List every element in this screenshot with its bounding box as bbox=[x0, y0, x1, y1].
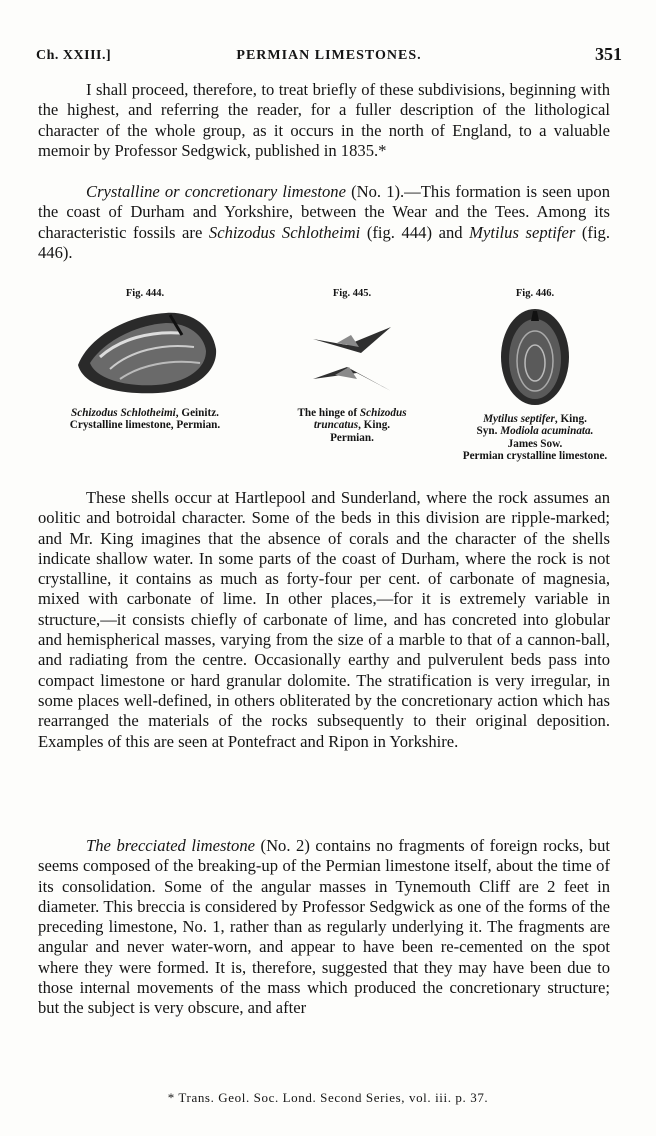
caption-syn-prefix: Syn. bbox=[476, 425, 501, 438]
figure-caption bbox=[460, 413, 610, 426]
crystalline-text: (No. 1).—This formation is seen upon the coast of Durham and Yorkshire, between the Wear and the Tees. Among its characteristic fossils are bbox=[38, 182, 610, 242]
intro-paragraph: I shall proceed, therefore, to treat briefly of these subdivisions, beginning with the highest, and referring the reader, for a fuller description of the lithological character of the whole group, as it occurs in the north of England, to a valuable memoir by Professor Sedgwick, published in 1835.* bbox=[38, 80, 610, 160]
fossil-mytilus: Mytilus septifer bbox=[469, 222, 576, 242]
crystalline-paragraph bbox=[38, 182, 610, 263]
figure-label: Fig. 446. bbox=[515, 288, 555, 299]
figure-label: Fig. 445. bbox=[332, 288, 372, 299]
crystalline-end: (fig. 446). bbox=[38, 222, 611, 262]
mytilus-shell-illustration bbox=[497, 305, 573, 407]
figure-445 bbox=[282, 288, 422, 444]
caption-author: , King. bbox=[358, 419, 391, 432]
caption-author: , King. bbox=[554, 412, 587, 425]
figure-446 bbox=[460, 288, 610, 463]
figure-label: Fig. 444. bbox=[125, 288, 165, 299]
body-paragraph: These shells occur at Hartlepool and Sunderland, where the rock assumes an oolitic and botroidal character. Some of the beds in this division are ripple-marked; and Mr. King imagines that the absence of corals and the character of the shells indicate shallow water. In some parts of the coast of Durham, where the rock is not crystalline, it contains as much as forty-four per cent. of carbonate of magnesia, mixed with carbonate of lime. In other places,—for it is extremely variable in structure,—it consists chiefly of carbonate of lime, and has concreted into globular and hemispherical masses, varying from the size of a marble to that of a cannon-ball, and radiating from the centre. Occasionally earthy and pulverulent beds pass into compact limestone or hard granular dolomite. The stratification is very irregular, in some places well-defined, in others obliterated by the concretionary action which has rearranged the materials of the rocks subsequently to their original deposition. Examples of this are seen at Pontefract and Ripon in Yorkshire. bbox=[38, 488, 610, 751]
fossil-schizodus: Schizodus Schlotheimi bbox=[208, 222, 361, 242]
caption-prefix: The hinge of bbox=[297, 406, 360, 419]
figure-444 bbox=[40, 288, 250, 432]
chapter-label: Ch. XXIII.] bbox=[36, 48, 112, 63]
hinge-illustration bbox=[307, 305, 397, 401]
figure-caption-line: Permian crystalline limestone. bbox=[462, 450, 608, 463]
caption-species: Schizodus Schlotheimi bbox=[71, 406, 176, 419]
caption-species: Schizodus truncatus bbox=[313, 406, 407, 432]
schizodus-shell-illustration bbox=[70, 305, 220, 397]
figure-caption bbox=[282, 407, 422, 432]
caption-author: , Geinitz. bbox=[175, 406, 219, 419]
running-header bbox=[36, 44, 622, 70]
figure-caption-line: Crystalline limestone, Permian. bbox=[69, 419, 221, 432]
running-title: PERMIAN LIMESTONES. bbox=[236, 48, 422, 63]
caption-synonym: Modiola acuminata. bbox=[500, 425, 594, 438]
footnote: * Trans. Geol. Soc. Lond. Second Series, vol. iii. p. 37. bbox=[167, 1090, 489, 1105]
brecciated-text: (No. 2) contains no fragments of foreign rocks, but seems composed of the breaking-up of the Permian limestone itself, about the time of its consolidation. Some of the angular masses in Tynemouth Cliff are 2 feet in diameter. This breccia is considered by Professor Sedgwick as one of the forms of the preceding limestone, No. 1, rather than as regularly underlying it. The fragments are angular and never water-worn, and appear to have been re-cemented on the spot where they were formed. It is, therefore, suggested that they may have been due to those internal movements of the mass which produced the concretionary structure; but the subject is very obscure, and after bbox=[38, 836, 610, 1018]
figure-caption-syn bbox=[460, 425, 610, 438]
figure-caption-line: James Sow. bbox=[507, 437, 563, 450]
crystalline-lead: Crystalline or concretionary limestone bbox=[86, 182, 346, 201]
caption-species: Mytilus septifer bbox=[483, 412, 555, 425]
brecciated-paragraph bbox=[38, 836, 610, 1019]
figure-caption-line: Permian. bbox=[330, 431, 374, 444]
crystalline-mid: (fig. 444) and bbox=[360, 222, 470, 242]
figure-caption bbox=[40, 407, 250, 420]
page-number: 351 bbox=[595, 44, 622, 64]
figures-row bbox=[40, 288, 610, 478]
brecciated-lead: The brecciated limestone bbox=[86, 836, 255, 855]
